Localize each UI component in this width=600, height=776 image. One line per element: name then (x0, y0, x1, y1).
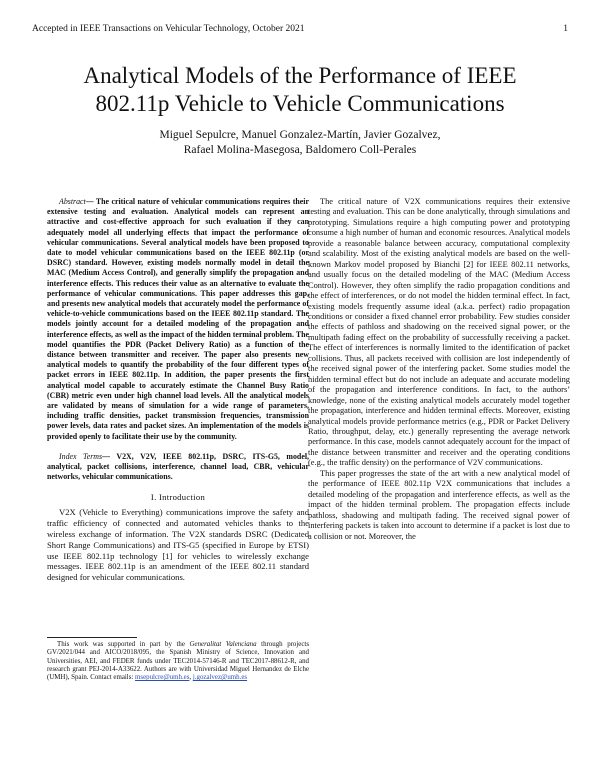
section-heading-introduction: I. Introduction (150, 492, 206, 503)
page-number: 1 (563, 24, 568, 34)
index-terms-text: — V2X, V2V, IEEE 802.11p, DSRC, ITS-G5, model, analytical, packet collisions, interference, channel load, CBR, vehicular networks, vehicular communications. (47, 451, 309, 482)
funder-name: Generalitat Valenciana (189, 641, 257, 648)
abstract-text: — The critical nature of vehicular communications requires their extensive testing and evaluation. Analytical models can represent an attractive and cost-effective approach for such evaluation if they can adequately model all underlying effects that impact the performance of vehicular communications. Several analytical models have been proposed to date to model vehicular communications based on the IEEE 802.11p (or DSRC) standard. However, existing models normally model in detail the MAC (Medium Access Control), and generally simplify the propagation and interference effects. This reduces their value as an alternative to evaluate the performance of vehicular communications. This paper addresses this gap, and presents new analytical models that accurately model the performance of vehicle-to-vehicle communications based on the IEEE 802.11p standard. The models jointly account for a detailed modeling of the propagation and interference effects, as well as the impact of the hidden terminal problem. The model quantifies the PDR (Packet Delivery Ratio) as a function of the distance between transmitter and receiver. The paper also presents new analytical models to quantify the probability of the four different types of packet errors in IEEE 802.11p. In addition, the paper presents the first analytical model capable to accurately estimate the Channel Busy Ratio (CBR) metric even under high channel load levels. All the analytical models are validated by means of simulation for a wide range of parameters, including traffic densities, packet transmission frequencies, transmission power levels, data rates and packet sizes. An implementation of the models is provided openly to facilitate their use by the community. (47, 197, 309, 441)
footnote-rule (47, 637, 137, 638)
abstract (47, 197, 309, 442)
left-column (47, 197, 309, 583)
email-link-1[interactable]: msepulcre@umh.es (135, 674, 190, 682)
title-line-1: Analytical Models of the Performance of IEEE (83, 63, 517, 88)
body-paragraph-2: This paper progresses the state of the art with a new analytical model of the performance of IEEE 802.11p V2X communications that includes a detailed modeling of the propagation and interference effects, as well as the impact of the hidden terminal problem. The propagation effects include pathloss, shadowing and multipath fading. The received signal power of interfering packets is taken into account to determine if a packet is lost due to a collision or not. Moreover, the (308, 468, 570, 541)
index-terms (47, 452, 309, 483)
intro-paragraph: V2X (Vehicle to Everything) communications improve the safety and traffic efficiency of connected and automated vehicles thanks to the wireless exchange of information. The V2X standards DSRC (Dedicated Short Range Communications) and ITS-G5 (specified in Europe by ETSI) use IEEE 802.11p technology [1] for vehicles to wirelessly exchange messages. IEEE 802.11p is an amendment of the IEEE 802.11 standard designed for vehicular communications. (47, 506, 309, 583)
footnote-text-rest: through projects GV/2021/044 and AICO/2018/095, the Spanish Ministry of Science, Innovation and Universities, AEI, and FEDER funds under TEC2014-57146-R and TEC2017-88612-R, and research grant PEJ-2014-A33622. Authors are with Universidad Miguel Hernandez de Elche (UMH), Spain. Contact emails: (47, 641, 310, 682)
abstract-label: Abstract (59, 197, 86, 206)
paper-title (20, 62, 580, 118)
email-separator: , (189, 674, 193, 682)
footnote-text-start: This work was supported in part by the (57, 641, 190, 648)
right-column (308, 197, 570, 542)
funding-footnote (47, 641, 309, 682)
body-paragraph-1: The critical nature of V2X communications requires their extensive testing and evaluation. This can be done analytically, through simulations and prototyping. Simulations require a high computing power and prototyping consume a high number of human and economic resources. Analytical models provide a reasonable balance between accuracy, computational complexity and scalability. Most of the existing analytical models are based on the well-known Markov model proposed by Bianchi [2] for IEEE 802.11 networks, and usually focus on the detailed modeling of the MAC (Medium Access Control). However, they often simplify the radio propagation conditions and the effect of interferences, or do not model the hidden terminal effect. In fact, existing models frequently assume ideal (a.k.a. perfect) radio propagation conditions or consider a fixed channel error probability. Few studies consider the effects of pathloss and shadowing on the received signal power, or the multipath fading effect on the probability of successfully receiving a packet. The effect of interferences is normally limited to the identification of packet collisions. Thus, all packets received with collision are lost independently of the received signal power of the interfering packet. Some studies model the hidden terminal effect but do not include an adequate and accurate modeling of the propagation and interference conditions. In fact, to the authors’ knowledge, none of the existing analytical models accurately model together the propagation, interference and hidden terminal effects. Moreover, existing analytical models provide performance metrics (e.g., PDR or Packet Delivery Ratio, throughput, delay, etc.) generally representing the average network performance. In this case, models cannot adequately account for the impact of the distance between transmitter and receiver and the operating conditions (e.g., the traffic density) on the performance of V2V communications. (308, 197, 570, 468)
title-line-2: 802.11p Vehicle to Vehicle Communications (95, 91, 505, 116)
author-list (20, 128, 580, 158)
journal-header: Accepted in IEEE Transactions on Vehicular Technology, October 2021 (32, 24, 305, 34)
authors-line-1: Miguel Sepulcre, Manuel Gonzalez-Martín, Javier Gozalvez, (159, 129, 441, 141)
email-link-2[interactable]: j.gozalvez@umh.es (192, 674, 248, 682)
running-header (32, 24, 568, 38)
authors-line-2: Rafael Molina-Masegosa, Baldomero Coll-Perales (183, 144, 417, 156)
index-terms-label: Index Terms (59, 451, 103, 461)
